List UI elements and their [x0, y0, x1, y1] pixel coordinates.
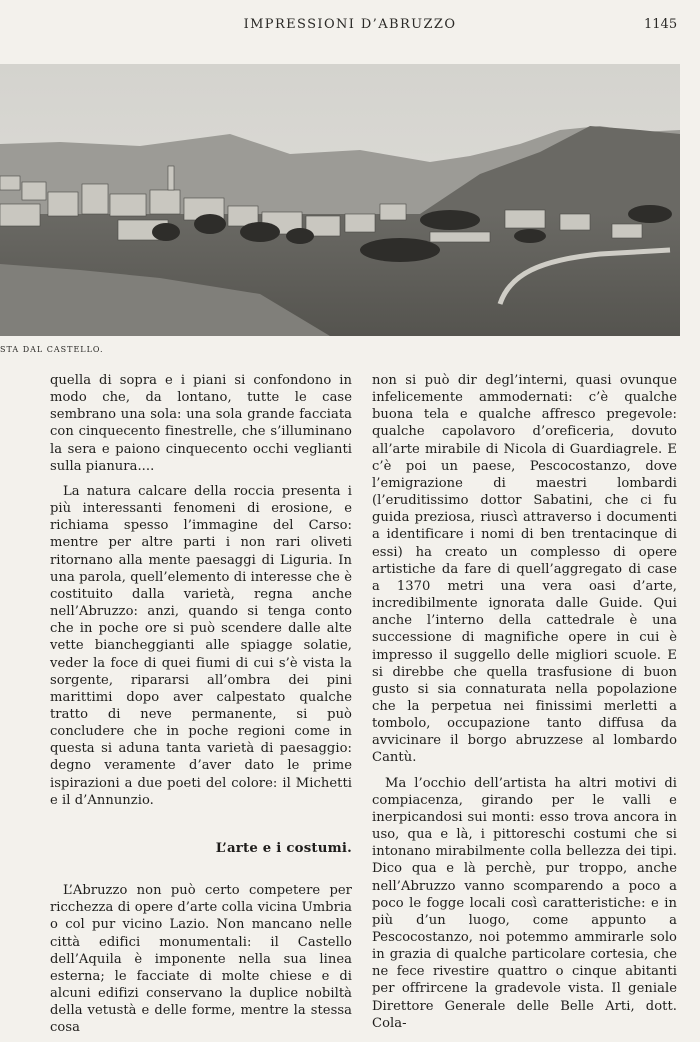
left-paragraph-2: La natura calcare della roccia presenta i più interessanti fenomeni di erosione, e richiama spesso l’immagine del Carso: mentre per altre parti i non rari oliveti ritornano alla mente paesaggi di Liguria. In una parola, quell’elemento di interesse che è costituito dalla varietà, regna anche nell’Abruzzo: anzi, quando si tenga conto che in poche ore si può scendere dalle alte vette biancheggianti alle spiagge solatie, veder la foce di quei fiumi di cui s’è vista la sorgente, ripararsi all’ombra dei pini marittimi dopo aver calpestato qualche tratto di neve permanente, si può concludere che in poche regioni come in questa si aduna tanta varietà di paesaggio: degno veramente d’aver dato le prime ispirazioni a due poeti del colore: il Michetti e il d’Annunzio. [50, 483, 352, 808]
page-number: 1145 [644, 17, 678, 32]
left-column [50, 372, 352, 1036]
right-column [372, 372, 677, 1032]
left-paragraph-3: L’Abruzzo non può certo competere per ricchezza di opere d’arte colla vicina Umbria o col pur vicino Lazio. Non mancano nelle città edifici monumentali: il Castello dell’Aquila è imponente nella sua linea esterna; le facciate di molte chiese e di alcuni edifizi conservano la duplice nobiltà della vetustà e delle forme, mentre la stessa cosa [50, 883, 352, 1036]
left-paragraph-1: quella di sopra e i piani si confondono in modo che, da lontano, tutte le case sembrano una sola: una sola grande facciata con cinquecento finestrelle, che s’illuminano la sera e paiono cinquecento occhi veglianti sulla pianura.... [50, 373, 352, 474]
right-paragraph-2: Ma l’occhio dell’artista ha altri motivi di compiacenza, girando per le valli e inerpicandosi sui monti: esso trova ancora in uso, qua e là, i pittoreschi costumi che si intonano mirabilmente colla bellezza dei tipi. Dico qua e là perchè, pur troppo, anche nell’Abruzzo vanno scomparendo a poco a poco le fogge locali così caratteristiche: e in più d’un luogo, come appunto a Pescocostanzo, noi potemmo ammirarle solo in grazia di qualche particolare cortesia, che ne fece rivestire quattro o cinque abitanti per offrircene la gradevole vista. Il geniale Direttore Generale delle Belle Arti, dott. Cola- [372, 775, 677, 1031]
running-title: IMPRESSIONI D’ABRUZZO [243, 17, 457, 32]
right-paragraph-1: non si può dir degl’interni, quasi ovunque infelicemente ammodernati: c’è qualche buona tela e qualche affresco pregevole: qualche capolavoro d’oreficeria, dovuto all’arte mirabile di Nicola di Guardiagrele. E c’è poi un paese, Pescocostanzo, dove l’emigrazione di maestri lombardi (l’eruditissimo dottor Sabatini, che ci fu guida preziosa, riuscì attraverso i documenti a identificare i nomi di ben trentacinque di essi) ha creato un complesso di opere artistiche da fare di quell’aggregato di case a 1370 metri una vera oasi d’arte, incredibilmente ignorata dalle Guide. Qui anche l’interno della cattedrale è una successione di magnifiche opere in cui è impresso il suggello delle migliori scuole. E si direbbe che quella trasfusione di buon gusto si sia connaturata nella popolazione che la perpetua nei finissimi merletti a tombolo, occupazione tanto diffusa da avvicinare il borgo abruzzese al lombardo Cantù. [372, 373, 677, 766]
landscape-illustration [0, 64, 680, 336]
landscape-photo [0, 64, 680, 336]
section-heading: L’arte e i costumi. [215, 840, 352, 856]
photo-caption: STA DAL CASTELLO. [0, 345, 104, 354]
